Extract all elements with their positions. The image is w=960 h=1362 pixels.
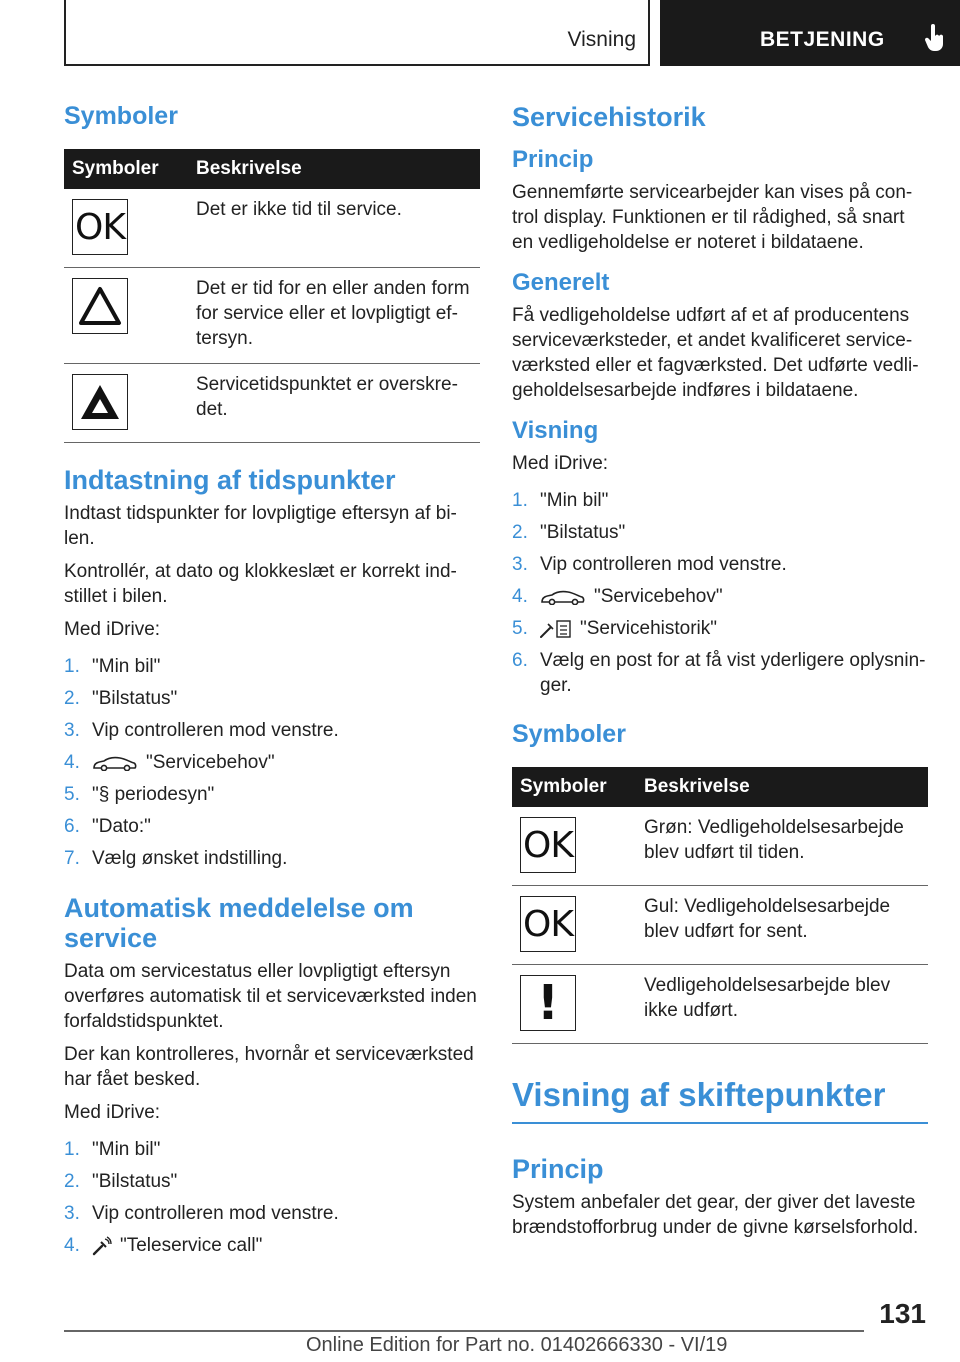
entry-steps-list (64, 654, 480, 871)
table-cell: Grøn: Vedligeholdelsesarbejde blev udført til tiden. (636, 807, 928, 886)
service-history-icon (540, 619, 572, 639)
table-cell: Vedligeholdelsesarbejde blev ikke udført. (636, 965, 928, 1044)
shift-heading: Visning af skiftepunkter (512, 1076, 928, 1124)
auto-heading: Automatisk meddelelse om service (64, 893, 414, 953)
table-row (64, 189, 480, 268)
header-chapter-tab (660, 0, 960, 66)
page-header (64, 0, 960, 66)
list-item: 1. "Min bil" (64, 1139, 161, 1160)
list-item: 2. "Bilstatus" (64, 1171, 178, 1192)
list-item: 3. Vip controlleren mod venstre. (64, 1203, 339, 1224)
hand-pointer-icon (924, 24, 946, 52)
history-heading: Servicehistorik (512, 102, 706, 132)
paragraph: Med iDrive: (64, 619, 161, 640)
ok-green-icon: OK (520, 817, 576, 873)
list-item: 5. "Servicehistorik" (512, 618, 718, 639)
right-column (512, 96, 928, 1248)
entry-heading: Indtastning af tidspunkter (64, 465, 396, 495)
list-item: 1. "Min bil" (64, 656, 161, 677)
table-cell: Gul: Vedligeholdelsesarbejde blev udført for sent. (636, 886, 928, 965)
table-row (512, 886, 928, 965)
paragraph: Der kan kontrolleres, hvornår et serviceværksted har fået besked. (64, 1044, 474, 1090)
paragraph: Få vedligeholdelse udført af et af producentens serviceværksteder, et andet kvalificeret serviceværksted eller et fagværksted. Det udførte vedligeholdelsesarbejde indføres i bildataene. (512, 305, 919, 401)
car-icon (92, 755, 138, 771)
table-cell: Det er tid for en eller anden form for service eller et lovpligtigt eftersyn. (188, 268, 480, 364)
table-cell: Servicetidspunktet er overskredet. (188, 364, 480, 443)
header-chapter-label: BETJENING (760, 28, 885, 51)
list-item: 2. "Bilstatus" (512, 522, 626, 543)
table-row (512, 965, 928, 1044)
list-item: 6. "Dato:" (64, 816, 151, 837)
list-item: 4. "Teleservice call" (64, 1235, 263, 1256)
list-item: 3. Vip controlleren mod venstre. (64, 720, 339, 741)
left-column (64, 96, 480, 1266)
auto-steps-list (64, 1137, 480, 1258)
principle-heading: Princip (512, 146, 594, 173)
list-item: 4. "Servicebehov" (512, 586, 723, 607)
ok-yellow-icon: OK (520, 896, 576, 952)
table-header-description: Beskrivelse (636, 767, 928, 807)
symbols-table (64, 149, 480, 443)
car-icon (540, 589, 586, 605)
paragraph: Data om servicestatus eller lovpligtigt eftersyn overføres automatisk til et serviceværksted inden forfaldstidspunktet. (64, 961, 477, 1032)
edition-note: Online Edition for Part no. 01402666330 - VI/19 (306, 1334, 728, 1356)
paragraph: System anbefaler det gear, der giver det laveste brændstofforbrug under de givne kørselsforhold. (512, 1192, 919, 1238)
page-number: 131 (879, 1298, 926, 1329)
display-heading: Visning (512, 417, 599, 444)
wrench-signal-icon (92, 1236, 112, 1256)
list-item: 6. Vælg en post for at få vist yderligere oplysninger. (512, 650, 926, 696)
general-heading: Generelt (512, 269, 610, 296)
symbols-heading: Symboler (64, 102, 178, 130)
paragraph: Gennemførte servicearbejder kan vises på control display. Funktionen er til rådighed, så snart en vedligeholdelse er noteret i bildataene. (512, 182, 913, 253)
table-header-description: Beskrivelse (188, 149, 480, 189)
paragraph: Med iDrive: (64, 1102, 161, 1123)
ok-icon: OK (72, 199, 128, 255)
header-section-title: Visning (567, 28, 636, 51)
exclamation-icon: ! (520, 975, 576, 1031)
paragraph: Kontrollér, at dato og klokkeslæt er korrekt indstillet i bilen. (64, 561, 457, 607)
table-header-symbols: Symboler (512, 767, 636, 807)
table-row (64, 364, 480, 443)
shift-principle-heading: Princip (512, 1154, 604, 1184)
history-symbols-table (512, 767, 928, 1044)
paragraph: Indtast tidspunkter for lovpligtige eftersyn af bilen. (64, 503, 457, 549)
table-row (64, 268, 480, 364)
display-steps-list (512, 488, 928, 698)
table-cell: Det er ikke tid til service. (188, 189, 480, 268)
warning-triangle-filled-icon (72, 374, 128, 430)
list-item: 3. Vip controlleren mod venstre. (512, 554, 787, 575)
header-frame (64, 0, 650, 66)
table-row (512, 807, 928, 886)
list-item: 2. "Bilstatus" (64, 688, 178, 709)
list-item: 7. Vælg ønsket indstilling. (64, 848, 288, 869)
list-item: 1. "Min bil" (512, 490, 609, 511)
symbols-heading-2: Symboler (512, 720, 626, 748)
footer-divider (64, 1330, 864, 1332)
table-header-symbols: Symboler (64, 149, 188, 189)
list-item: 4. "Servicebehov" (64, 752, 275, 773)
list-item: 5. "§ periodesyn" (64, 784, 215, 805)
warning-triangle-outline-icon (72, 278, 128, 334)
paragraph: Med iDrive: (512, 453, 609, 474)
